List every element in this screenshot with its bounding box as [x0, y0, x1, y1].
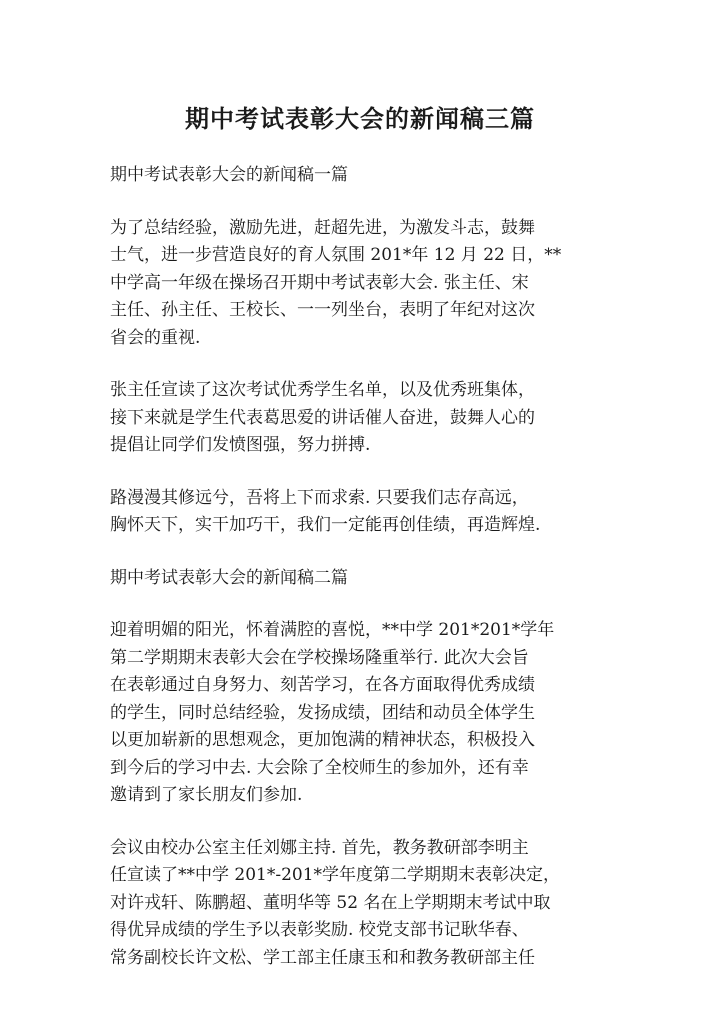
- text-line: 到今后的学习中去. 大会除了全校师生的参加外，还有幸: [110, 757, 529, 778]
- text-line: 常务副校长许文松、学工部主任康玉和和教务教研部主任: [110, 947, 535, 968]
- paragraph: [110, 377, 606, 460]
- document-title: 期中考试表彰大会的新闻稿三篇: [185, 104, 535, 133]
- text-line: 得优异成绩的学生予以表彰奖励. 校党支部书记耿华春、: [110, 920, 529, 940]
- text-line: 第二学期期末表彰大会在学校操场隆重举行. 此次大会旨: [110, 647, 529, 668]
- text-line: 张主任宣读了这次考试优秀学生名单，以及优秀班集体，: [110, 380, 535, 400]
- text-line: 接下来就是学生代表葛思爱的讲话催人奋进，鼓舞人心的: [110, 407, 535, 428]
- text-line: 任宣读了**中学 201*-201*学年度第二学期期末表彰决定，: [110, 865, 561, 885]
- text-line: 为了总结经验，激励先进，赶超先进，为激发斗志，鼓舞: [110, 217, 535, 238]
- text-line: 路漫漫其修远兮，吾将上下而求索. 只要我们志存高远，: [110, 487, 529, 508]
- paragraph: [110, 617, 606, 810]
- text-line: 省会的重视.: [110, 327, 201, 348]
- text-line: 以更加崭新的思想观念，更加饱满的精神状态，积极投入: [110, 730, 535, 750]
- section-heading: 期中考试表彰大会的新闻稿一篇: [110, 165, 348, 185]
- text-line: 在表彰通过自身努力、刻苦学习，在各方面取得优秀成绩: [110, 675, 535, 695]
- paragraph: [110, 835, 606, 973]
- section-heading: 期中考试表彰大会的新闻稿二篇: [110, 567, 348, 588]
- text-line: 对许戎轩、陈鹏超、董明华等 52 名在上学期期末考试中取: [110, 892, 551, 913]
- text-line: 胸怀天下，实干加巧干，我们一定能再创佳绩，再造辉煌.: [110, 515, 541, 535]
- text-line: 邀请到了家长朋友们参加.: [110, 785, 303, 805]
- paragraph: [110, 485, 606, 540]
- text-line: 会议由校办公室主任刘娜主持. 首先，教务教研部李明主: [110, 837, 529, 858]
- text-line: 迎着明媚的阳光，怀着满腔的喜悦，**中学 201*201*学年: [110, 620, 555, 640]
- text-line: 提倡让同学们发愤图强，努力拼搏.: [110, 435, 371, 455]
- paragraph: [110, 215, 606, 353]
- document-body: [110, 162, 606, 997]
- text-line: 的学生，同时总结经验，发扬成绩，团结和动员全体学生: [110, 702, 535, 723]
- text-line: 士气，进一步营造良好的育人氛围 201*年 12 月 22 日，**: [110, 245, 562, 265]
- text-line: 主任、孙主任、王校长、一一列坐台，表明了年纪对这次: [110, 300, 535, 320]
- text-line: 中学高一年级在操场召开期中考试表彰大会. 张主任、宋: [110, 272, 529, 293]
